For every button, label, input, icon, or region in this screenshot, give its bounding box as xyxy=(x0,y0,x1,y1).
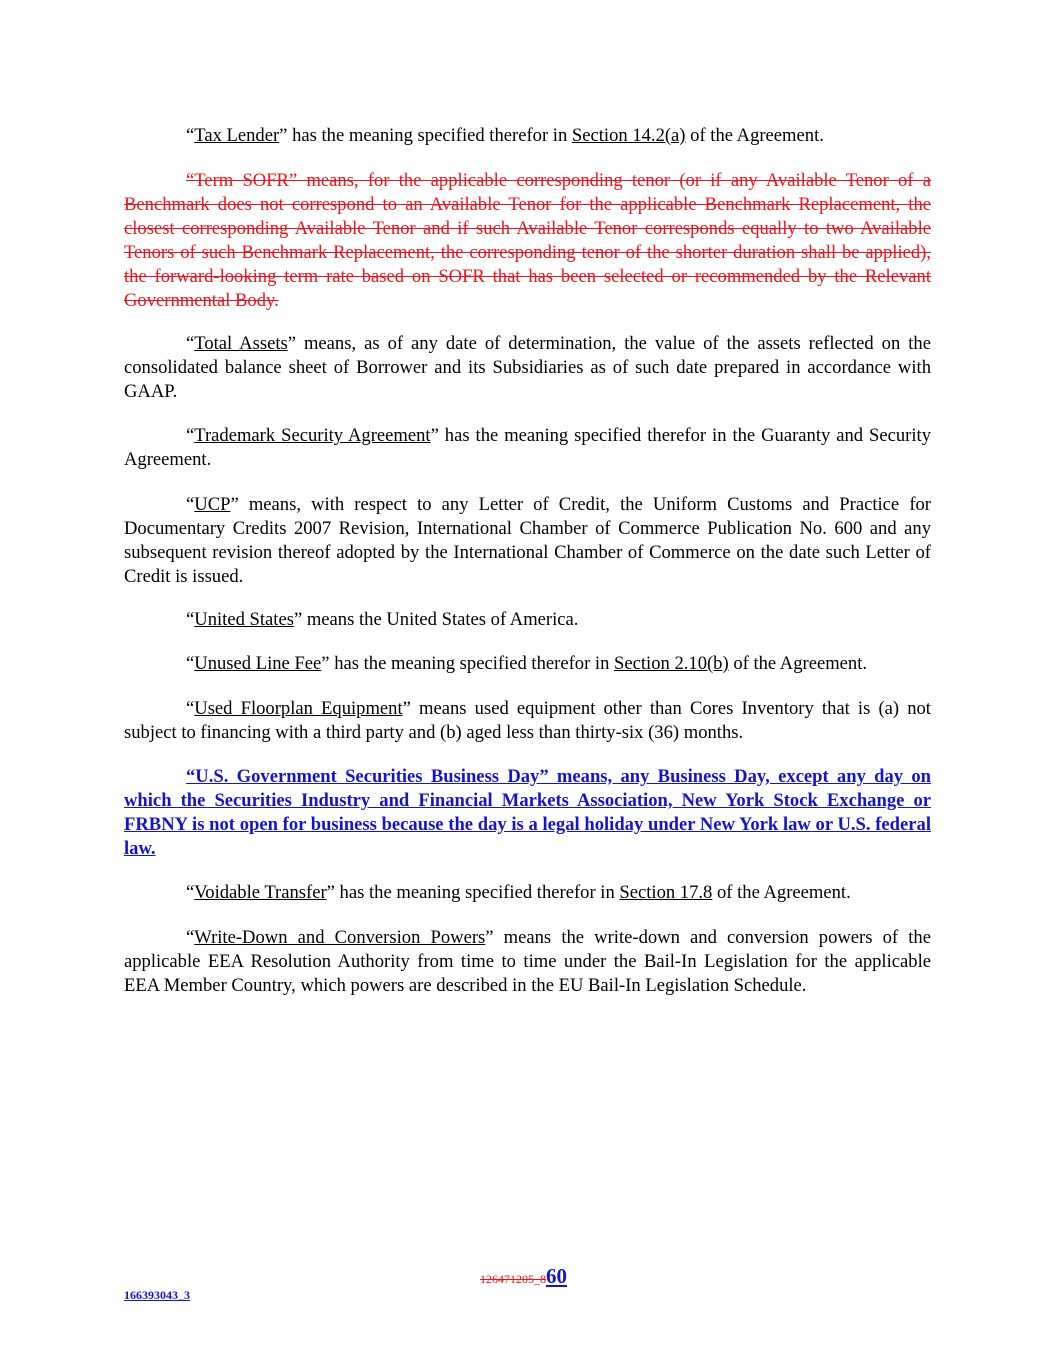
open-quote: “ xyxy=(186,333,195,354)
defined-term: United States xyxy=(194,609,294,630)
document-id: 166393043_3 xyxy=(124,1288,190,1302)
defined-term: Trademark Security Agreement xyxy=(194,425,431,446)
definition-text: of the Agreement. xyxy=(685,125,824,146)
definition-write-down-and-conversion-powers xyxy=(124,926,931,998)
defined-term: Tax Lender xyxy=(194,125,280,146)
definition-text: ” has the meaning specified therefor in xyxy=(321,653,615,674)
current-page-number: 60 xyxy=(546,1264,567,1288)
definition-trademark-security-agreement xyxy=(124,424,931,472)
defined-term: Voidable Transfer xyxy=(194,882,327,903)
definition-tax-lender xyxy=(124,124,931,148)
definition-text: ” means, as of any date of determination, the value of the assets reflected on the consolidated balance sheet of Borrower and its Subsidiaries as of such date prepared in accordance with GAAP. xyxy=(124,333,931,402)
definition-total-assets xyxy=(124,332,931,404)
definition-text: of the Agreement. xyxy=(712,882,851,903)
definition-text: ” means the write-down and conversion powers of the applicable EEA Resolution Authority from time to time under the Bail-In Legislation for the applicable EEA Member Country, which powers are described in the EU Bail-In Legislation Schedule. xyxy=(124,927,931,996)
definition-used-floorplan-equipment xyxy=(124,697,931,745)
definition-term-sofr-deleted: “Term SOFR” means, for the applicable corresponding tenor (or if any Available Tenor of a Benchmark does not correspond to an Available Tenor for the applicable Benchmark Replacement, the closest corresponding Available Tenor and if such Available Tenor corresponds equally to two Available Tenors of such Benchmark Replacement, the corresponding tenor of the shorter duration shall be applied), the forward-looking term rate based on SOFR that has been selected or recommended by the Relevant Governmental Body. xyxy=(124,170,931,311)
definition-united-states xyxy=(124,608,931,632)
defined-term: Used Floorplan Equipment xyxy=(194,698,403,719)
section-reference: Section 2.10(b) xyxy=(614,653,729,674)
old-page-reference: 126471205_8 xyxy=(480,1272,546,1286)
defined-term: UCP xyxy=(194,494,231,515)
definition-ucp xyxy=(124,493,931,589)
defined-term: Unused Line Fee xyxy=(194,653,322,674)
definition-voidable-transfer xyxy=(124,881,931,905)
page-number xyxy=(480,1264,567,1289)
open-quote: “ xyxy=(186,125,195,146)
definition-text: of the Agreement. xyxy=(728,653,868,674)
definition-text: ” has the meaning specified therefor in xyxy=(326,882,620,903)
definition-text: ” means, with respect to any Letter of Credit, the Uniform Customs and Practice for Documentary Credits 2007 Revision, International Chamber of Commerce Publication No. 600 and any subsequent revision thereof adopted by the International Chamber of Commerce on the date such Letter of Credit is issued. xyxy=(124,494,931,587)
definition-us-government-securities-business-day-inserted: “U.S. Government Securities Business Day” means, any Business Day, except any day on which the Securities Industry and Financial Markets Association, New York Stock Exchange or FRBNY is not open for business because the day is a legal holiday under New York law or U.S. federal law. xyxy=(124,766,931,859)
definition-text: ” has the meaning specified therefor in xyxy=(279,125,572,146)
open-quote: “ xyxy=(186,425,195,446)
definition-text: ” means used equipment other than Cores Inventory that is (a) not subject to financing with a third party and (b) aged less than thirty-six (36) months. xyxy=(124,698,931,743)
open-quote: “ xyxy=(186,653,195,674)
section-reference: Section 14.2(a) xyxy=(571,125,686,146)
defined-term: Total Assets xyxy=(194,333,288,354)
open-quote: “ xyxy=(186,927,195,948)
open-quote: “ xyxy=(186,494,195,515)
defined-term: Write-Down and Conversion Powers xyxy=(194,927,486,948)
section-reference: Section 17.8 xyxy=(619,882,713,903)
open-quote: “ xyxy=(186,698,195,719)
definition-unused-line-fee xyxy=(124,652,931,676)
open-quote: “ xyxy=(186,882,195,903)
open-quote: “ xyxy=(186,609,195,630)
definition-text: ” has the meaning specified therefor in the Guaranty and Security Agreement. xyxy=(124,425,931,470)
definition-text: ” means the United States of America. xyxy=(293,609,579,630)
